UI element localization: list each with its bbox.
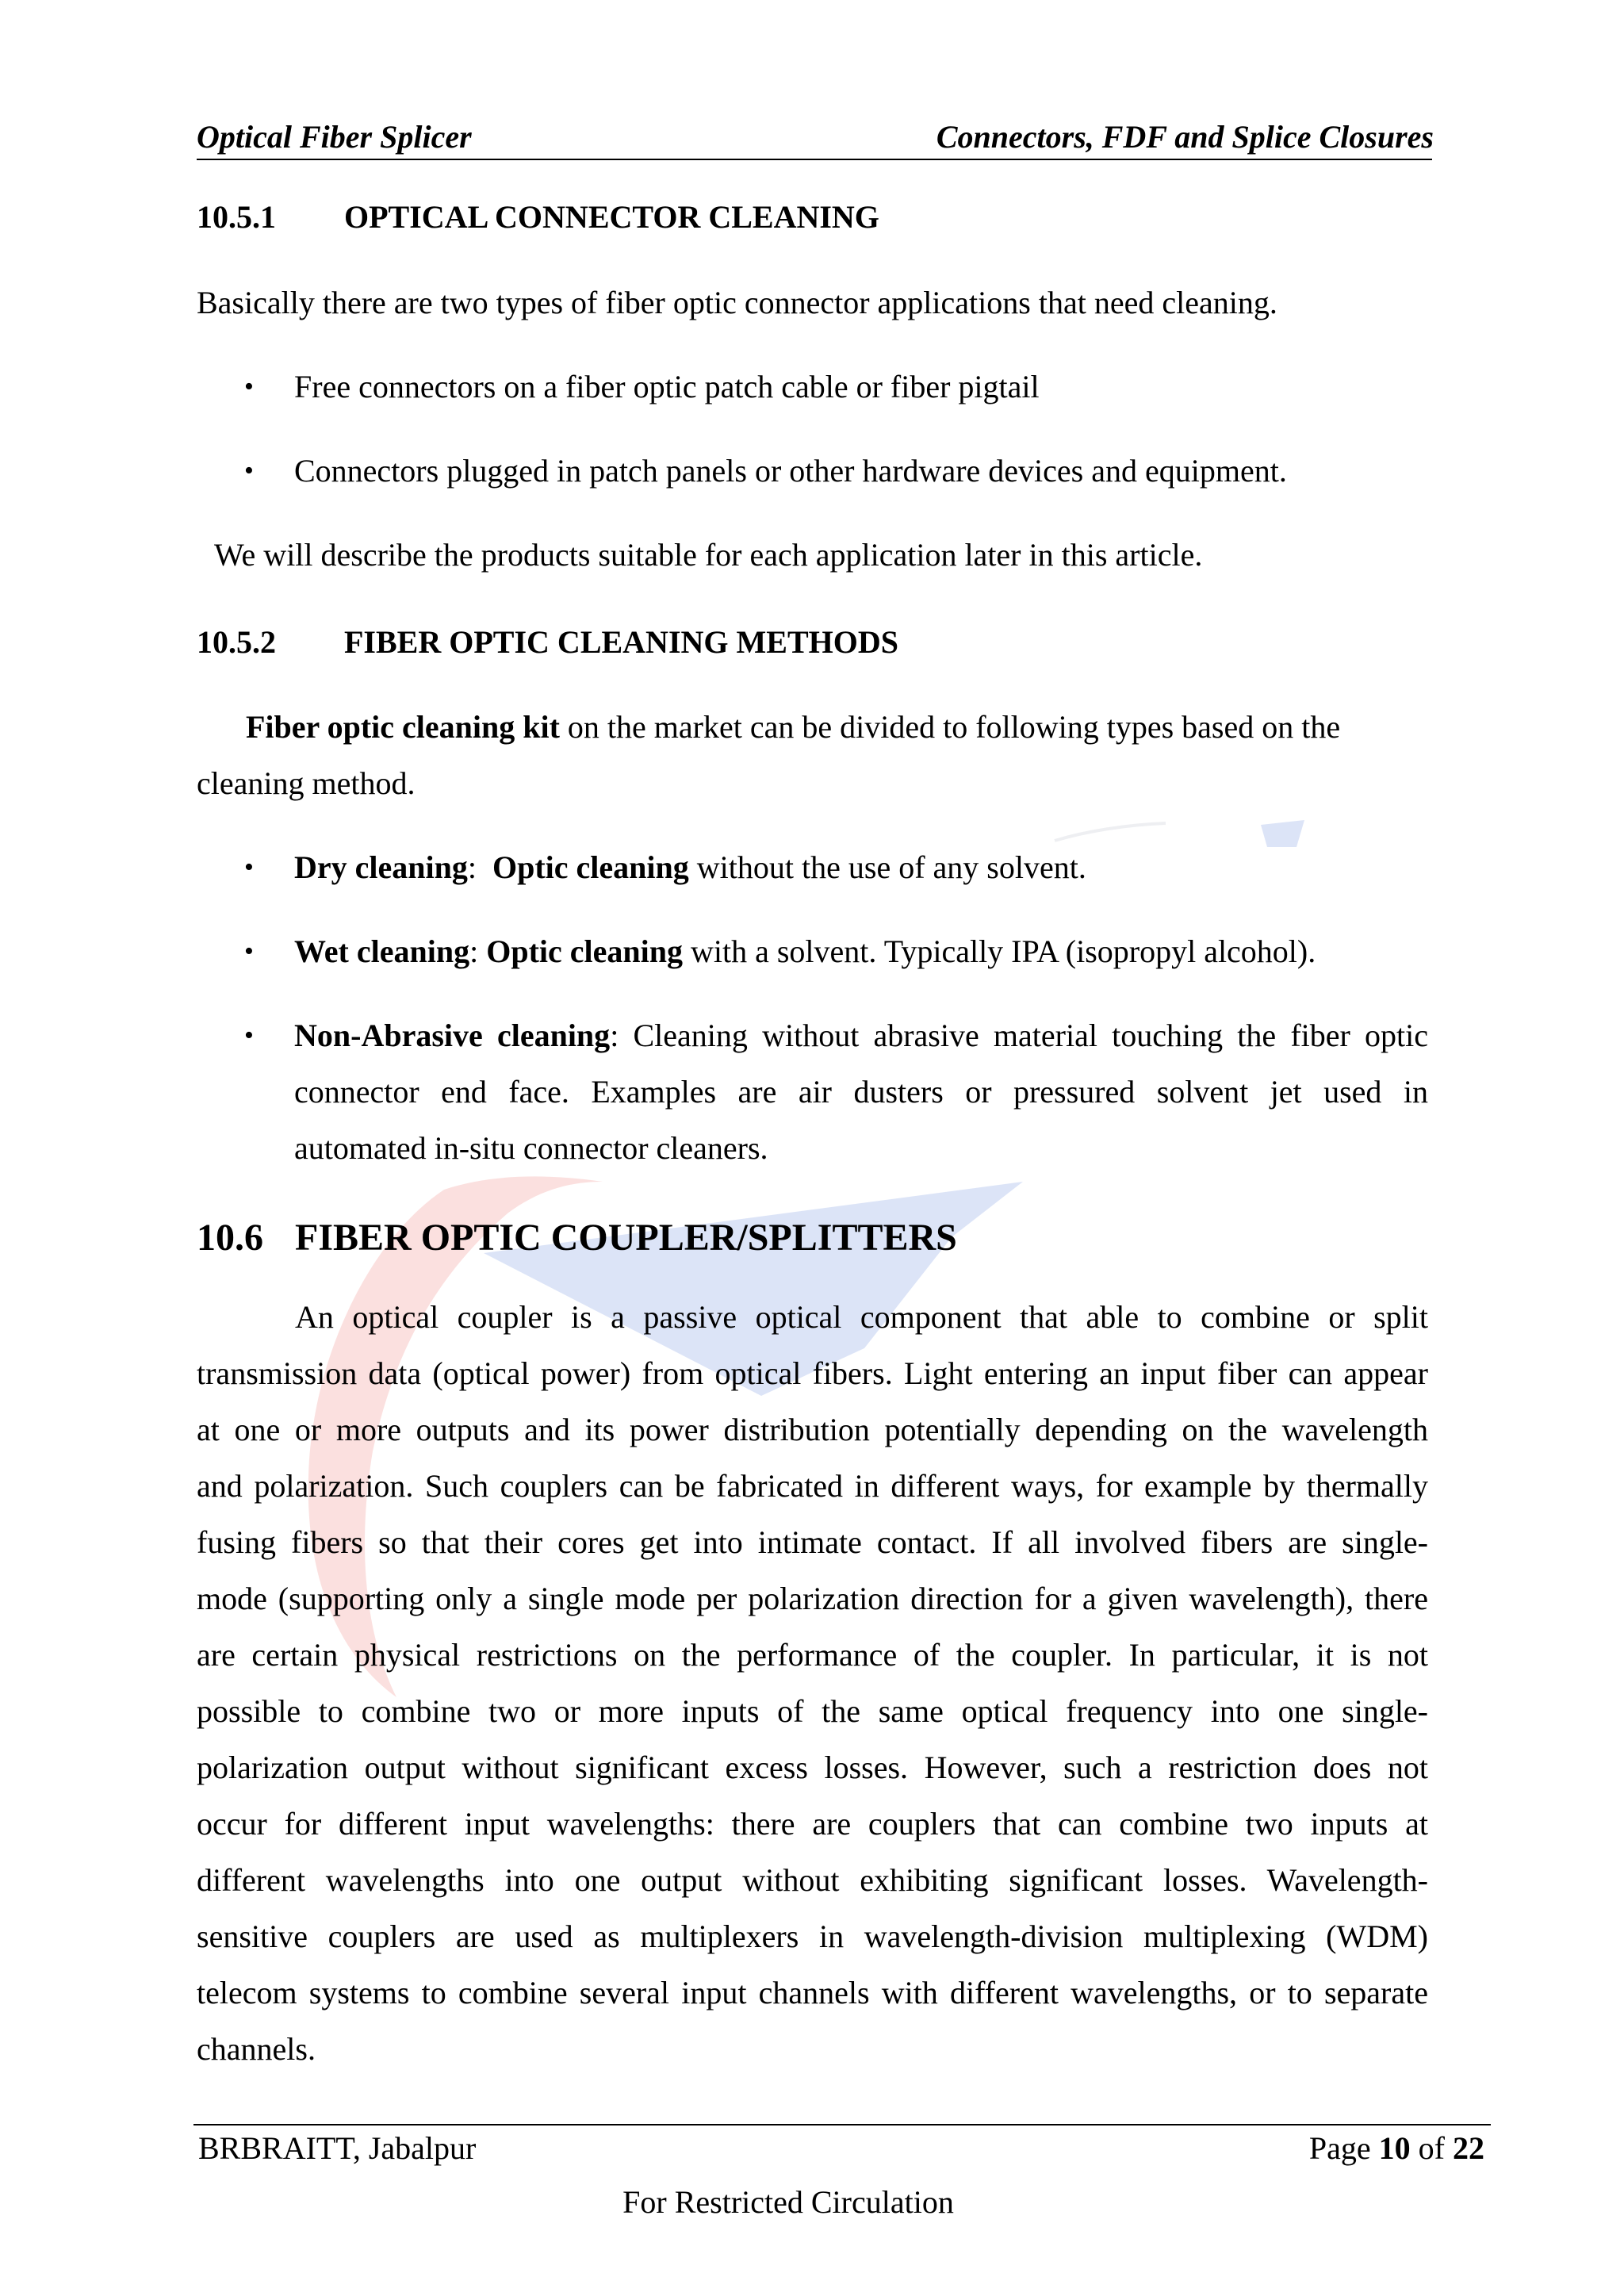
method-term: Wet cleaning xyxy=(294,933,470,969)
paragraph-line: fusing fibers so that their cores get into intimate contact. If all involved fibers are single- xyxy=(197,1524,1428,1560)
list-item-text: Connectors plugged in patch panels or other hardware devices and equipment. xyxy=(294,453,1287,489)
footer-page-number xyxy=(1309,2129,1484,2168)
list-item-line xyxy=(294,1007,1428,1064)
header-document-title: Optical Fiber Splicer xyxy=(197,119,472,155)
list-item-text xyxy=(294,923,1316,979)
bullet-icon: • xyxy=(244,853,254,882)
section-10-5-1-outro: We will describe the products suitable for each application later in this article. xyxy=(214,537,1203,573)
paragraph-line: sensitive couplers are used as multiplexers in wavelength-division multiplexing (WDM) xyxy=(197,1918,1428,1954)
paragraph-line: mode (supporting only a single mode per polarization direction for a given wavelength), there xyxy=(197,1581,1428,1616)
paragraph-line: at one or more outputs and its power distribution potentially depending on the wavelength xyxy=(197,1412,1428,1447)
watermark-gray-streak xyxy=(1055,823,1166,841)
method-term: Non-Abrasive cleaning xyxy=(294,1018,611,1053)
method-description: Cleaning without abrasive material touching the fiber optic xyxy=(633,1018,1428,1053)
section-10-5-1-intro: Basically there are two types of fiber optic connector applications that need cleaning. xyxy=(197,285,1277,320)
section-number: 10.6 xyxy=(197,1217,263,1259)
section-10-5-2-intro-line2: cleaning method. xyxy=(197,765,416,801)
footer-circulation-note: For Restricted Circulation xyxy=(622,2184,954,2220)
section-10-6-heading xyxy=(197,1214,957,1262)
paragraph-line: are certain physical restrictions on the performance of the coupler. In particular, it is not xyxy=(197,1637,1428,1673)
method-term: Dry cleaning xyxy=(294,849,468,885)
bullet-icon: • xyxy=(244,456,254,485)
page-label: Page xyxy=(1308,2130,1379,2166)
bullet-icon: • xyxy=(244,1021,254,1050)
separator: : xyxy=(469,933,487,969)
paragraph-line: transmission data (optical power) from optical fibers. Light entering an input fiber can appear xyxy=(197,1355,1428,1391)
paragraph-line: channels. xyxy=(197,2031,316,2067)
list-item-text xyxy=(294,839,1086,895)
bullet-icon: • xyxy=(244,937,254,966)
section-10-5-2-heading xyxy=(197,623,898,662)
footer-institution: BRBRAITT, Jabalpur xyxy=(198,2130,477,2166)
bold-term: Fiber optic cleaning kit xyxy=(246,709,560,745)
paragraph-line: different wavelengths into one output without exhibiting significant losses. Wavelength- xyxy=(197,1862,1428,1898)
section-10-5-1-heading xyxy=(197,197,879,237)
section-10-6-paragraph xyxy=(197,1289,1428,2077)
list-item-line: connector end face. Examples are air dusters or pressured solvent jet used in xyxy=(294,1074,1428,1110)
list-item-line: automated in-situ connector cleaners. xyxy=(294,1130,768,1166)
paragraph-line: An optical coupler is a passive optical component that able to combine or split xyxy=(295,1299,1428,1335)
list-item-text: Free connectors on a fiber optic patch cable or fiber pigtail xyxy=(294,369,1040,404)
paragraph-line: telecom systems to combine several input channels with different wavelengths, or to separate xyxy=(197,1975,1428,2010)
paragraph-line: occur for different input wavelengths: there are couplers that can combine two inputs at xyxy=(197,1806,1428,1842)
method-subterm: Optic cleaning xyxy=(486,933,683,969)
method-subterm: Optic cleaning xyxy=(492,849,689,885)
bullet-icon: • xyxy=(244,372,254,401)
header-rule xyxy=(197,159,1432,160)
watermark-blue-mark xyxy=(1261,820,1304,847)
paragraph-line: and polarization. Such couplers can be fabricated in different ways, for example by thermally xyxy=(197,1468,1428,1504)
section-number: 10.5.2 xyxy=(197,624,276,660)
paragraph-line: polarization output without significant excess losses. However, such a restriction does not xyxy=(197,1750,1428,1785)
of-label: of xyxy=(1410,2130,1453,2166)
section-10-5-2-intro-line1 xyxy=(246,699,1340,755)
paragraph-line: possible to combine two or more inputs of the same optical frequency into one single- xyxy=(197,1693,1428,1729)
total-pages: 22 xyxy=(1453,2130,1484,2166)
current-page: 10 xyxy=(1378,2130,1411,2166)
section-title: OPTICAL CONNECTOR CLEANING xyxy=(344,199,879,235)
separator: : xyxy=(610,1018,634,1053)
header-chapter-title: Connectors, FDF and Splice Closures xyxy=(936,119,1434,155)
footer-rule xyxy=(193,2124,1491,2125)
method-description: without the use of any solvent. xyxy=(688,849,1086,885)
separator: : xyxy=(467,849,492,885)
section-number: 10.5.1 xyxy=(197,199,276,235)
section-title: FIBER OPTIC COUPLER/SPLITTERS xyxy=(295,1217,957,1259)
method-description: with a solvent. Typically IPA (isopropyl alcohol). xyxy=(683,933,1316,969)
section-title: FIBER OPTIC CLEANING METHODS xyxy=(344,624,898,660)
intro-text: on the market can be divided to following types based on the xyxy=(559,709,1341,745)
